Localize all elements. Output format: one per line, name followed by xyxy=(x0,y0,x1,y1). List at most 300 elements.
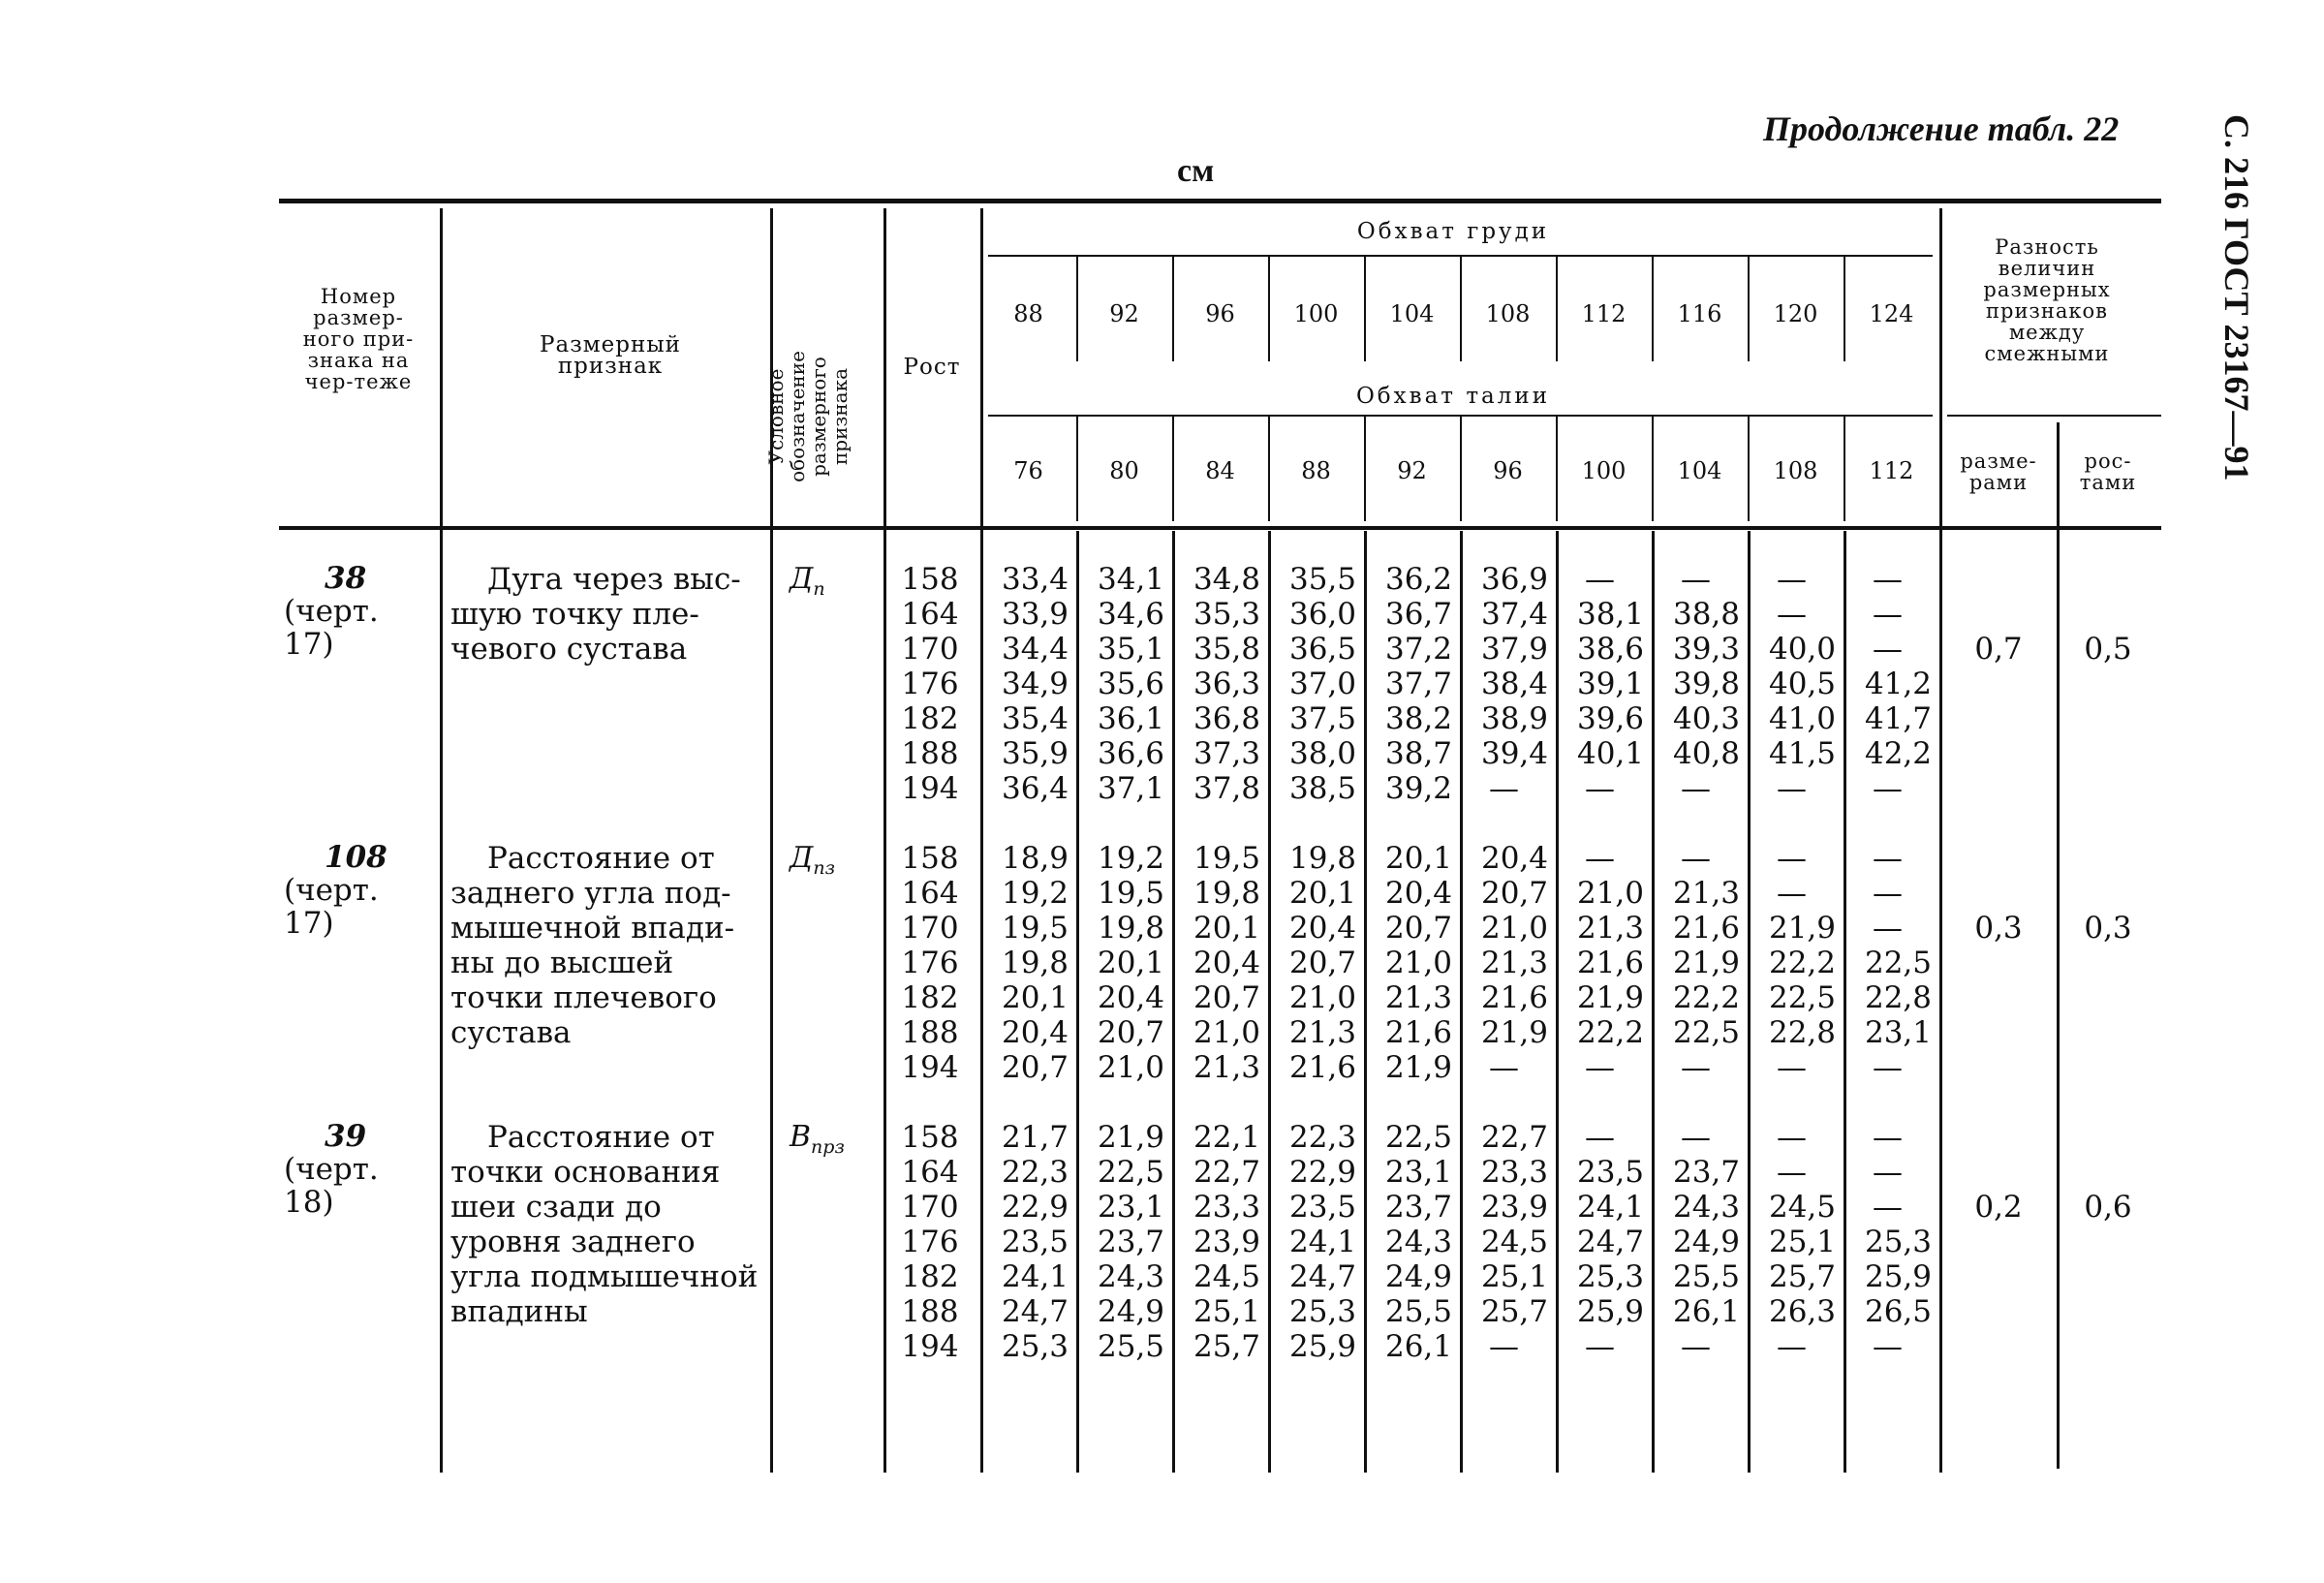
table-cell: — xyxy=(1489,1050,1519,1085)
table-cell: 20,7 xyxy=(1193,980,1260,1015)
table-cell: 21,9 xyxy=(1672,946,1740,980)
table-cell: 22,5 xyxy=(1097,1155,1164,1190)
table-cell: 41,5 xyxy=(1768,736,1836,771)
value-column xyxy=(1076,841,1164,1085)
table-cell: 34,8 xyxy=(1193,562,1260,597)
table-cell: 21,6 xyxy=(1288,1050,1356,1085)
feature-symbol: $Д_п$ xyxy=(790,562,825,600)
table-cell: 25,5 xyxy=(1384,1294,1452,1329)
diff-heights-value: 0,5 xyxy=(2084,632,2132,667)
value-column xyxy=(1844,1120,1932,1364)
table-cell: 37,2 xyxy=(1384,632,1452,667)
table-cell: 21,6 xyxy=(1480,980,1548,1015)
table-cell: 21,6 xyxy=(1672,911,1740,946)
value-column xyxy=(980,1120,1069,1364)
table-cell: 25,7 xyxy=(1480,1294,1548,1329)
table-cell: 25,3 xyxy=(1864,1225,1932,1259)
table-cell: — xyxy=(1777,771,1807,806)
col-rule xyxy=(1939,208,1942,1473)
table-cell: 19,2 xyxy=(1097,841,1164,876)
table-cell: 35,9 xyxy=(1001,736,1069,771)
table-cell: 23,7 xyxy=(1672,1155,1740,1190)
table-cell: 37,7 xyxy=(1384,667,1452,701)
value-column xyxy=(1172,562,1260,806)
height-value: 194 xyxy=(901,771,959,806)
waist-value: 96 xyxy=(1493,457,1523,484)
header-symbol-wrap xyxy=(765,320,872,513)
table-cell: 21,9 xyxy=(1097,1120,1164,1155)
table-cell: 24,3 xyxy=(1097,1259,1164,1294)
table-cell: 22,9 xyxy=(1288,1155,1356,1190)
table-cell: 24,1 xyxy=(1001,1259,1069,1294)
table-caption: Продолжение табл. 22 xyxy=(1763,109,2120,148)
table-cell: 21,9 xyxy=(1576,980,1644,1015)
drawing-reference: (черт. 18) xyxy=(284,1152,379,1220)
table-cell: 21,9 xyxy=(1480,1015,1548,1050)
table-cell: 37,0 xyxy=(1288,667,1356,701)
feature-number-value: 108 xyxy=(325,840,387,875)
chest-value: 104 xyxy=(1389,300,1435,327)
feature-symbol-subscript: прз xyxy=(811,1136,845,1158)
table-cell: — xyxy=(1777,1050,1807,1085)
table-cell: — xyxy=(1681,562,1711,597)
table-cell: 36,3 xyxy=(1193,667,1260,701)
value-column xyxy=(980,841,1069,1085)
waist-value: 108 xyxy=(1773,457,1818,484)
table-cell: 38,6 xyxy=(1576,632,1644,667)
value-column xyxy=(1748,562,1836,806)
height-value: 188 xyxy=(901,736,959,771)
page-side-header xyxy=(2211,114,2269,521)
table-cell: 38,8 xyxy=(1672,597,1740,632)
table-cell: 24,7 xyxy=(1001,1294,1069,1329)
table-cell: 22,7 xyxy=(1480,1120,1548,1155)
table-cell: 38,2 xyxy=(1384,701,1452,736)
table-cell: 34,1 xyxy=(1097,562,1164,597)
table-cell: 22,1 xyxy=(1193,1120,1260,1155)
height-value: 176 xyxy=(901,1225,959,1259)
table-cell: 25,5 xyxy=(1097,1329,1164,1364)
table-cell: 24,9 xyxy=(1384,1259,1452,1294)
value-column xyxy=(1364,1120,1452,1364)
table-cell: — xyxy=(1585,1329,1615,1364)
height-value: 170 xyxy=(901,632,959,667)
feature-number xyxy=(284,841,429,940)
table-cell: 23,5 xyxy=(1576,1155,1644,1190)
feature-symbol-subscript: п xyxy=(813,578,825,600)
feature-name: Расстояние от заднего угла под-мышечной впади-ны до высшей точки плечевого сустава xyxy=(450,841,735,1050)
table-cell: 37,1 xyxy=(1097,771,1164,806)
value-column xyxy=(1748,1120,1836,1364)
value-column xyxy=(1460,841,1548,1085)
table-cell: 20,4 xyxy=(1193,946,1260,980)
table-cell: 24,9 xyxy=(1672,1225,1740,1259)
height-value: 170 xyxy=(901,911,959,946)
table-cell: 34,9 xyxy=(1001,667,1069,701)
table-cell: 40,8 xyxy=(1672,736,1740,771)
table-cell: — xyxy=(1873,911,1903,946)
table-cell: 25,5 xyxy=(1672,1259,1740,1294)
chest-value: 92 xyxy=(1109,300,1139,327)
table-cell: 24,7 xyxy=(1288,1259,1356,1294)
header-symbol: Условное обозначение размерного признака xyxy=(764,351,852,482)
table-cell: 36,8 xyxy=(1193,701,1260,736)
value-column xyxy=(1268,1120,1356,1364)
table-cell: 25,1 xyxy=(1480,1259,1548,1294)
table-cell: 22,8 xyxy=(1864,980,1932,1015)
table-cell: — xyxy=(1777,597,1807,632)
table-cell: — xyxy=(1585,1120,1615,1155)
chest-value: 108 xyxy=(1485,300,1531,327)
table-cell: 40,0 xyxy=(1768,632,1836,667)
table-cell: 20,4 xyxy=(1384,876,1452,911)
table-cell: — xyxy=(1681,771,1711,806)
standard-reference: С. 216 ГОСТ 23167—91 xyxy=(2217,114,2256,481)
table-cell: — xyxy=(1489,771,1519,806)
table-cell: — xyxy=(1585,562,1615,597)
value-column xyxy=(1748,841,1836,1085)
table-cell: 25,1 xyxy=(1768,1225,1836,1259)
table-cell: 21,0 xyxy=(1576,876,1644,911)
table-cell: 35,5 xyxy=(1288,562,1356,597)
height-value: 188 xyxy=(901,1294,959,1329)
table-cell: 23,1 xyxy=(1097,1190,1164,1225)
table-cell: 21,7 xyxy=(1001,1120,1069,1155)
table-cell: 22,5 xyxy=(1384,1120,1452,1155)
table-cell: 20,7 xyxy=(1480,876,1548,911)
diff-heights-value: 0,6 xyxy=(2084,1190,2132,1225)
table-cell: 24,1 xyxy=(1288,1225,1356,1259)
value-column xyxy=(1364,562,1452,806)
table-cell: 26,1 xyxy=(1384,1329,1452,1364)
table-cell: 25,7 xyxy=(1768,1259,1836,1294)
table-cell: 36,1 xyxy=(1097,701,1164,736)
table-cell: 39,1 xyxy=(1576,667,1644,701)
height-value: 194 xyxy=(901,1050,959,1085)
table-cell: 19,5 xyxy=(1193,841,1260,876)
height-column xyxy=(896,1120,964,1364)
table-cell: 21,3 xyxy=(1576,911,1644,946)
value-column xyxy=(1556,562,1644,806)
header-diff: Разность величин размерных признаков между смежными xyxy=(1983,235,2111,365)
height-value: 164 xyxy=(901,876,959,911)
table-cell: 25,3 xyxy=(1001,1329,1069,1364)
height-value: 164 xyxy=(901,1155,959,1190)
value-column xyxy=(1844,562,1932,806)
value-column xyxy=(1652,841,1740,1085)
value-column xyxy=(1844,841,1932,1085)
table-cell: 37,8 xyxy=(1193,771,1260,806)
table-cell: 39,4 xyxy=(1480,736,1548,771)
value-column xyxy=(1652,562,1740,806)
table-cell: 38,1 xyxy=(1576,597,1644,632)
table-cell: 24,3 xyxy=(1672,1190,1740,1225)
table-cell: 38,5 xyxy=(1288,771,1356,806)
table-cell: 23,7 xyxy=(1384,1190,1452,1225)
value-column xyxy=(1172,841,1260,1085)
table-cell: 34,4 xyxy=(1001,632,1069,667)
feature-number-value: 38 xyxy=(325,561,367,596)
table-cell: — xyxy=(1873,1155,1903,1190)
table-cell: 41,0 xyxy=(1768,701,1836,736)
height-value: 164 xyxy=(901,597,959,632)
waist-value: 112 xyxy=(1869,457,1914,484)
header-bottom-rule xyxy=(279,526,2161,530)
table-cell: — xyxy=(1777,1120,1807,1155)
table-cell: — xyxy=(1681,1050,1711,1085)
col-rule xyxy=(2057,422,2060,1469)
table-cell: 24,7 xyxy=(1576,1225,1644,1259)
chest-value: 100 xyxy=(1293,300,1339,327)
table-cell: — xyxy=(1873,1050,1903,1085)
table-cell: 23,9 xyxy=(1193,1225,1260,1259)
height-value: 176 xyxy=(901,667,959,701)
table-cell: — xyxy=(1873,876,1903,911)
feature-symbol: $В_{прз}$ xyxy=(790,1120,845,1158)
feature-name: Дуга через выс-шую точку пле-чевого сустава xyxy=(450,562,741,667)
table-cell: 23,7 xyxy=(1097,1225,1164,1259)
header-height: Рост xyxy=(903,355,961,380)
chest-value: 124 xyxy=(1869,300,1914,327)
table-cell: 41,7 xyxy=(1864,701,1932,736)
table-cell: 18,9 xyxy=(1001,841,1069,876)
table-cell: 20,7 xyxy=(1288,946,1356,980)
table-cell: 25,3 xyxy=(1576,1259,1644,1294)
table-cell: 20,4 xyxy=(1097,980,1164,1015)
table-cell: — xyxy=(1873,562,1903,597)
table-cell: 23,9 xyxy=(1480,1190,1548,1225)
col-rule xyxy=(883,208,886,1473)
table-cell: 20,4 xyxy=(1288,911,1356,946)
diff-label-rule xyxy=(1947,415,2161,417)
table-cell: 24,5 xyxy=(1768,1190,1836,1225)
table-cell: 36,4 xyxy=(1001,771,1069,806)
header-number: Номер размер-ного при-знака на чер-теже xyxy=(302,285,415,393)
table-cell: 42,2 xyxy=(1864,736,1932,771)
table-cell: — xyxy=(1873,1329,1903,1364)
table-cell: 23,3 xyxy=(1480,1155,1548,1190)
table-cell: — xyxy=(1681,1329,1711,1364)
table-cell: 33,4 xyxy=(1001,562,1069,597)
table-cell: — xyxy=(1777,1329,1807,1364)
table-cell: — xyxy=(1681,841,1711,876)
table-cell: — xyxy=(1489,1329,1519,1364)
table-cell: — xyxy=(1585,841,1615,876)
table-cell: 21,0 xyxy=(1097,1050,1164,1085)
table-cell: — xyxy=(1777,1155,1807,1190)
table-cell: 19,8 xyxy=(1097,911,1164,946)
value-column xyxy=(1556,841,1644,1085)
table-cell: 36,9 xyxy=(1480,562,1548,597)
table-cell: — xyxy=(1873,841,1903,876)
table-cell: 22,7 xyxy=(1193,1155,1260,1190)
table-cell: 25,9 xyxy=(1576,1294,1644,1329)
height-value: 182 xyxy=(901,701,959,736)
table-cell: 40,3 xyxy=(1672,701,1740,736)
waist-value: 80 xyxy=(1109,457,1139,484)
table-cell: 19,8 xyxy=(1001,946,1069,980)
header-waist: Обхват талии xyxy=(1355,384,1551,409)
table-cell: 35,8 xyxy=(1193,632,1260,667)
value-column xyxy=(1172,1120,1260,1364)
table-cell: 21,3 xyxy=(1480,946,1548,980)
table-cell: 19,5 xyxy=(1001,911,1069,946)
table-cell: 21,0 xyxy=(1288,980,1356,1015)
chest-value: 120 xyxy=(1773,300,1818,327)
table-cell: 22,3 xyxy=(1288,1120,1356,1155)
table-cell: 36,5 xyxy=(1288,632,1356,667)
diff-sizes-value: 0,2 xyxy=(1974,1190,2023,1225)
table-cell: 22,3 xyxy=(1001,1155,1069,1190)
table-cell: 20,7 xyxy=(1001,1050,1069,1085)
table-cell: 21,6 xyxy=(1384,1015,1452,1050)
feature-symbol: $Д_{пз}$ xyxy=(790,841,835,879)
table-cell: 39,8 xyxy=(1672,667,1740,701)
chest-value: 112 xyxy=(1581,300,1627,327)
table-cell: 19,2 xyxy=(1001,876,1069,911)
table-cell: 37,4 xyxy=(1480,597,1548,632)
value-column xyxy=(1556,1120,1644,1364)
waist-value: 100 xyxy=(1581,457,1627,484)
table-cell: 21,0 xyxy=(1193,1015,1260,1050)
table-cell: 25,9 xyxy=(1288,1329,1356,1364)
height-value: 158 xyxy=(901,562,959,597)
table-cell: 41,2 xyxy=(1864,667,1932,701)
feature-symbol-subscript: пз xyxy=(813,857,835,879)
diff-sizes-value: 0,3 xyxy=(1974,911,2023,946)
table-cell: 40,5 xyxy=(1768,667,1836,701)
table-cell: 37,5 xyxy=(1288,701,1356,736)
table-cell: 20,1 xyxy=(1193,911,1260,946)
table-cell: 22,2 xyxy=(1672,980,1740,1015)
header-diff-sizes: разме-рами xyxy=(1960,450,2037,494)
table-cell: 21,3 xyxy=(1288,1015,1356,1050)
table-cell: 23,1 xyxy=(1864,1015,1932,1050)
table-cell: 23,5 xyxy=(1288,1190,1356,1225)
table-cell: 20,7 xyxy=(1097,1015,1164,1050)
table-cell: 21,0 xyxy=(1480,911,1548,946)
value-column xyxy=(1460,562,1548,806)
table-top-rule xyxy=(279,199,2161,203)
feature-number xyxy=(284,1120,429,1219)
table-cell: 21,0 xyxy=(1384,946,1452,980)
table-cell: 26,3 xyxy=(1768,1294,1836,1329)
value-column xyxy=(1268,841,1356,1085)
table-cell: 26,1 xyxy=(1672,1294,1740,1329)
table-cell: 21,9 xyxy=(1384,1050,1452,1085)
table-cell: — xyxy=(1681,1120,1711,1155)
waist-value: 92 xyxy=(1397,457,1427,484)
height-column xyxy=(896,841,964,1085)
table-cell: 37,9 xyxy=(1480,632,1548,667)
table-cell: 22,8 xyxy=(1768,1015,1836,1050)
table-cell: — xyxy=(1777,841,1807,876)
waist-value: 76 xyxy=(1013,457,1043,484)
table-cell: 22,5 xyxy=(1672,1015,1740,1050)
value-column xyxy=(980,562,1069,806)
table-cell: 37,3 xyxy=(1193,736,1260,771)
table-cell: 26,5 xyxy=(1864,1294,1932,1329)
table-cell: 24,5 xyxy=(1193,1259,1260,1294)
table-cell: 20,1 xyxy=(1001,980,1069,1015)
table-cell: — xyxy=(1777,562,1807,597)
table-cell: — xyxy=(1873,632,1903,667)
table-cell: 25,1 xyxy=(1193,1294,1260,1329)
table-cell: 20,1 xyxy=(1384,841,1452,876)
diff-heights-value: 0,3 xyxy=(2084,911,2132,946)
table-cell: — xyxy=(1585,771,1615,806)
chest-value: 96 xyxy=(1205,300,1235,327)
value-column xyxy=(1076,1120,1164,1364)
table-cell: 38,4 xyxy=(1480,667,1548,701)
height-value: 194 xyxy=(901,1329,959,1364)
table-cell: 23,1 xyxy=(1384,1155,1452,1190)
unit-label: см xyxy=(1177,153,1215,189)
table-cell: 25,9 xyxy=(1864,1259,1932,1294)
table-cell: 25,3 xyxy=(1288,1294,1356,1329)
table-cell: 20,4 xyxy=(1480,841,1548,876)
table-cell: 38,7 xyxy=(1384,736,1452,771)
height-value: 182 xyxy=(901,980,959,1015)
value-column xyxy=(1076,562,1164,806)
table-cell: 22,2 xyxy=(1576,1015,1644,1050)
table-cell: 38,0 xyxy=(1288,736,1356,771)
table-cell: 24,5 xyxy=(1480,1225,1548,1259)
height-value: 158 xyxy=(901,841,959,876)
table-cell: 36,0 xyxy=(1288,597,1356,632)
table-cell: 25,7 xyxy=(1193,1329,1260,1364)
header-diff-heights: рос-тами xyxy=(2079,450,2137,494)
table-cell: 22,2 xyxy=(1768,946,1836,980)
table-cell: 24,1 xyxy=(1576,1190,1644,1225)
value-column xyxy=(1652,1120,1740,1364)
table-cell: 22,9 xyxy=(1001,1190,1069,1225)
table-cell: 21,3 xyxy=(1384,980,1452,1015)
table-cell: 21,6 xyxy=(1576,946,1644,980)
feature-number-value: 39 xyxy=(325,1119,367,1154)
value-column xyxy=(1364,841,1452,1085)
table-cell: — xyxy=(1873,1190,1903,1225)
table-cell: 39,3 xyxy=(1672,632,1740,667)
height-value: 170 xyxy=(901,1190,959,1225)
table-cell: 19,5 xyxy=(1097,876,1164,911)
table-cell: 36,7 xyxy=(1384,597,1452,632)
header-feature: Размерный признак xyxy=(540,332,681,379)
feature-number xyxy=(284,562,429,661)
table-cell: 20,4 xyxy=(1001,1015,1069,1050)
table-cell: — xyxy=(1873,1120,1903,1155)
chest-value: 88 xyxy=(1013,300,1043,327)
col-rule xyxy=(440,208,443,1473)
drawing-reference: (черт. 17) xyxy=(284,594,379,662)
table-cell: 35,4 xyxy=(1001,701,1069,736)
height-value: 176 xyxy=(901,946,959,980)
table-cell: 38,9 xyxy=(1480,701,1548,736)
table-cell: 35,1 xyxy=(1097,632,1164,667)
waist-value: 88 xyxy=(1301,457,1331,484)
drawing-reference: (черт. 17) xyxy=(284,873,379,941)
table-cell: 22,5 xyxy=(1864,946,1932,980)
table-cell: 24,9 xyxy=(1097,1294,1164,1329)
table-cell: 24,3 xyxy=(1384,1225,1452,1259)
table-cell: 21,3 xyxy=(1193,1050,1260,1085)
value-column xyxy=(1268,562,1356,806)
table-cell: 36,6 xyxy=(1097,736,1164,771)
table-cell: — xyxy=(1873,771,1903,806)
table-cell: 39,2 xyxy=(1384,771,1452,806)
table-cell: 35,6 xyxy=(1097,667,1164,701)
feature-name: Расстояние от точки основания шеи сзади до уровня заднего угла подмышечной впадины xyxy=(450,1120,759,1329)
